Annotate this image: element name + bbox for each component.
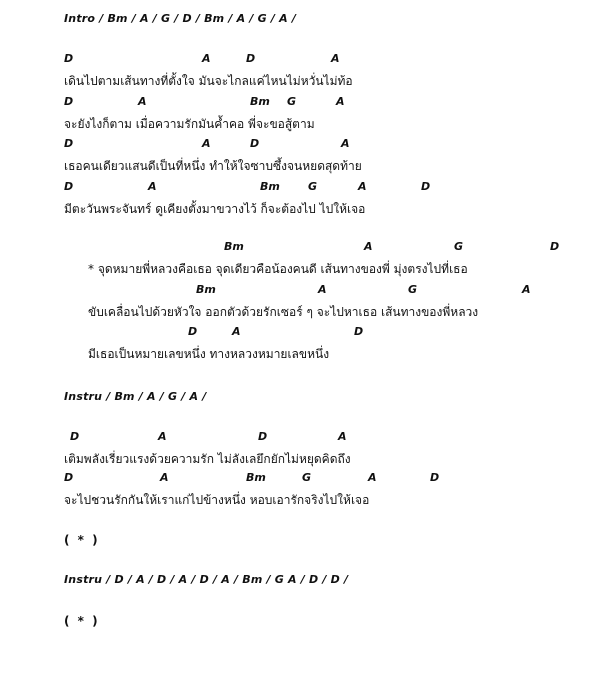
chord: Bm bbox=[224, 240, 244, 253]
chorus-repeat-mark: ( * ) bbox=[64, 614, 100, 628]
lyric-line: จะยังไงก็ตาม เมื่อความรักมันค้ำคอ พี่จะขอสู้ตาม bbox=[64, 117, 315, 131]
lyric-line: จะไปชวนรักกันให้เราแก่ไปข้างหนึ่ง หอบเอารักจริงไปให้เจอ bbox=[64, 493, 370, 507]
chord: D bbox=[550, 240, 560, 253]
chord: A bbox=[138, 95, 147, 108]
chorus-repeat-mark: ( * ) bbox=[64, 533, 100, 547]
chord: G bbox=[408, 283, 418, 296]
chord: Bm bbox=[260, 180, 280, 193]
chord: A bbox=[331, 52, 340, 65]
chord: A bbox=[202, 137, 211, 150]
chord: D bbox=[354, 325, 364, 338]
chord: D bbox=[421, 180, 431, 193]
intro-progression: Intro / Bm / A / G / D / Bm / A / G / A / bbox=[64, 12, 297, 25]
lyric-line: เติมพลังเรี่ยวแรงด้วยความรัก ไม่ลังเลยึกยักไม่หยุดคิดถึง bbox=[64, 452, 351, 466]
chord: G bbox=[287, 95, 297, 108]
instru-progression: Instru / Bm / A / G / A / bbox=[64, 390, 207, 403]
chord: D bbox=[70, 430, 80, 443]
chord: A bbox=[318, 283, 327, 296]
chord: A bbox=[522, 283, 531, 296]
chord-line bbox=[88, 283, 568, 297]
chord: G bbox=[302, 471, 312, 484]
chord-line bbox=[64, 52, 544, 66]
chord: Bm bbox=[196, 283, 216, 296]
chord: Bm bbox=[246, 471, 266, 484]
chord: D bbox=[64, 137, 74, 150]
chord: D bbox=[430, 471, 440, 484]
chord: A bbox=[202, 52, 211, 65]
chord: A bbox=[158, 430, 167, 443]
chord: D bbox=[188, 325, 198, 338]
chord: A bbox=[358, 180, 367, 193]
chord-line bbox=[88, 325, 568, 339]
chord: G bbox=[454, 240, 464, 253]
chord: D bbox=[250, 137, 260, 150]
chord: D bbox=[64, 180, 74, 193]
lyric-line: เดินไปตามเส้นทางที่ตั้งใจ มันจะไกลแค่ไหนไม่หวั่นไม่ท้อ bbox=[64, 74, 353, 88]
chord: D bbox=[64, 471, 74, 484]
chord: A bbox=[338, 430, 347, 443]
chord: A bbox=[364, 240, 373, 253]
lyric-line: * จุดหมายพี่หลวงคือเธอ จุดเดียวคือน้องคนดี เส้นทางของพี่ มุ่งตรงไปที่เธอ bbox=[88, 262, 468, 276]
chord-line bbox=[70, 430, 550, 444]
chord-line bbox=[64, 137, 544, 151]
chord-line bbox=[64, 471, 544, 485]
instru-progression: Instru / D / A / D / A / D / A / Bm / G A / D / D / bbox=[64, 573, 349, 586]
chord: D bbox=[246, 52, 256, 65]
chord-line bbox=[64, 95, 544, 109]
lyric-line: มีตะวันพระจันทร์ ดูเคียงตั้งมาขวางไว้ ก็จะต้องไป ไปให้เจอ bbox=[64, 202, 366, 216]
chord: D bbox=[258, 430, 268, 443]
chord: Bm bbox=[250, 95, 270, 108]
chord: A bbox=[160, 471, 169, 484]
lyric-line: มีเธอเป็นหมายเลขหนึ่ง ทางหลวงหมายเลขหนึ่ง bbox=[88, 347, 330, 361]
chord: A bbox=[336, 95, 345, 108]
chord: D bbox=[64, 52, 74, 65]
chord: G bbox=[308, 180, 318, 193]
lyric-line: เธอคนเดียวแสนดีเป็นที่หนึ่ง ทำให้ใจซาบซึ้งจนหยดสุดท้าย bbox=[64, 159, 362, 173]
chord: A bbox=[368, 471, 377, 484]
chord: A bbox=[341, 137, 350, 150]
chord: D bbox=[64, 95, 74, 108]
chord-line bbox=[88, 240, 568, 254]
chord: A bbox=[148, 180, 157, 193]
lyric-line: ขับเคลื่อนไปด้วยหัวใจ ออกตัวด้วยรักเซอร์ ๆ จะไปหาเธอ เส้นทางของพี่หลวง bbox=[88, 305, 479, 319]
chord-line bbox=[64, 180, 544, 194]
chord: A bbox=[232, 325, 241, 338]
